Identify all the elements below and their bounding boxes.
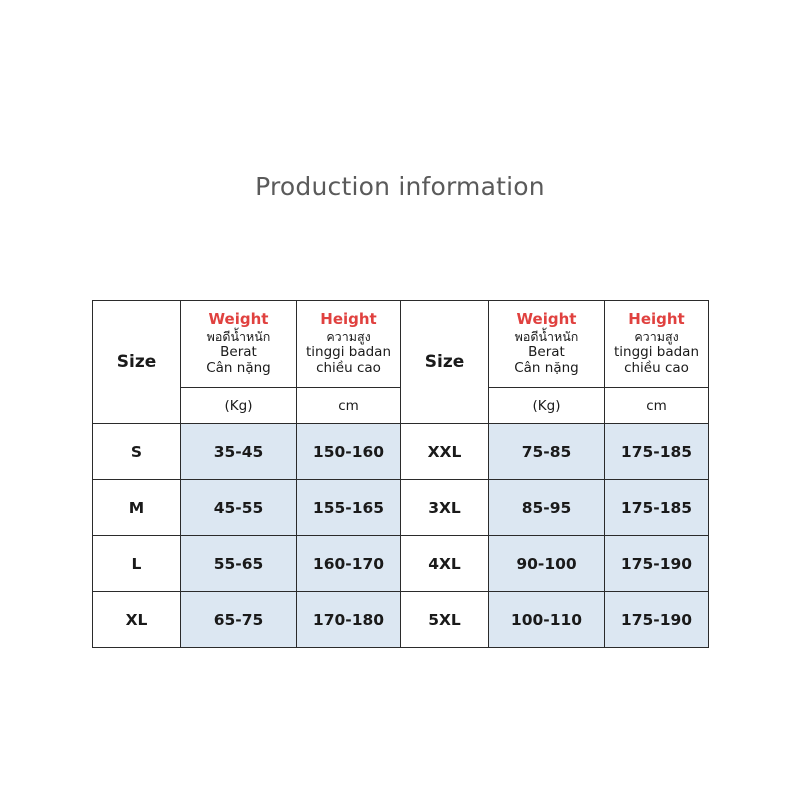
- header-height-right-vi: chiều cao: [624, 359, 689, 376]
- row-size-right: 4XL: [401, 536, 489, 592]
- header-weight-left-id: Berat: [220, 343, 257, 360]
- header-weight-left-vi: Cân nặng: [206, 359, 271, 376]
- header-weight-right-th: พอดีน้ำหนัก: [514, 329, 579, 345]
- header-height-right: [605, 301, 709, 388]
- row-height-right: 175-190: [605, 592, 709, 648]
- row-size-right: 5XL: [401, 592, 489, 648]
- row-size-left: L: [93, 536, 181, 592]
- row-height-left: 150-160: [297, 424, 401, 480]
- size-table: [92, 300, 709, 648]
- header-height-right-en: Height: [628, 310, 685, 329]
- table-row: [93, 592, 709, 648]
- row-size-right: 3XL: [401, 480, 489, 536]
- header-weight-left-th: พอดีน้ำหนัก: [206, 329, 271, 345]
- row-height-right: 175-190: [605, 536, 709, 592]
- header-weight-left-en: Weight: [208, 310, 269, 329]
- row-weight-right: 85-95: [489, 480, 605, 536]
- header-height-left: [297, 301, 401, 388]
- row-height-left: 170-180: [297, 592, 401, 648]
- row-weight-right: 100-110: [489, 592, 605, 648]
- row-size-left: S: [93, 424, 181, 480]
- row-height-right: 175-185: [605, 480, 709, 536]
- row-weight-left: 35-45: [181, 424, 297, 480]
- row-weight-right: 75-85: [489, 424, 605, 480]
- table-row: [93, 424, 709, 480]
- row-weight-left: 45-55: [181, 480, 297, 536]
- header-height-left-id: tinggi badan: [305, 343, 392, 360]
- header-size-left: Size: [93, 301, 181, 424]
- row-size-right: XXL: [401, 424, 489, 480]
- row-weight-right: 90-100: [489, 536, 605, 592]
- header-height-left-vi: chiều cao: [316, 359, 381, 376]
- header-weight-left: [181, 301, 297, 388]
- size-table-container: [92, 300, 708, 648]
- unit-height-left: cm: [297, 388, 401, 424]
- header-weight-right-en: Weight: [516, 310, 577, 329]
- unit-height-right: cm: [605, 388, 709, 424]
- row-height-left: 160-170: [297, 536, 401, 592]
- row-weight-left: 65-75: [181, 592, 297, 648]
- header-weight-right-vi: Cân nặng: [514, 359, 579, 376]
- row-size-left: M: [93, 480, 181, 536]
- header-height-right-id: tinggi badan: [613, 343, 700, 360]
- header-weight-right-id: Berat: [528, 343, 565, 360]
- row-height-right: 175-185: [605, 424, 709, 480]
- row-height-left: 155-165: [297, 480, 401, 536]
- page-title: Production information: [255, 172, 545, 201]
- table-row: [93, 480, 709, 536]
- row-size-left: XL: [93, 592, 181, 648]
- header-weight-right: [489, 301, 605, 388]
- unit-weight-left: (Kg): [181, 388, 297, 424]
- header-height-left-th: ความสูง: [326, 329, 371, 345]
- table-header-row: [93, 301, 709, 388]
- header-height-right-th: ความสูง: [634, 329, 679, 345]
- table-row: [93, 536, 709, 592]
- header-size-right: Size: [401, 301, 489, 424]
- unit-weight-right: (Kg): [489, 388, 605, 424]
- header-height-left-en: Height: [320, 310, 377, 329]
- row-weight-left: 55-65: [181, 536, 297, 592]
